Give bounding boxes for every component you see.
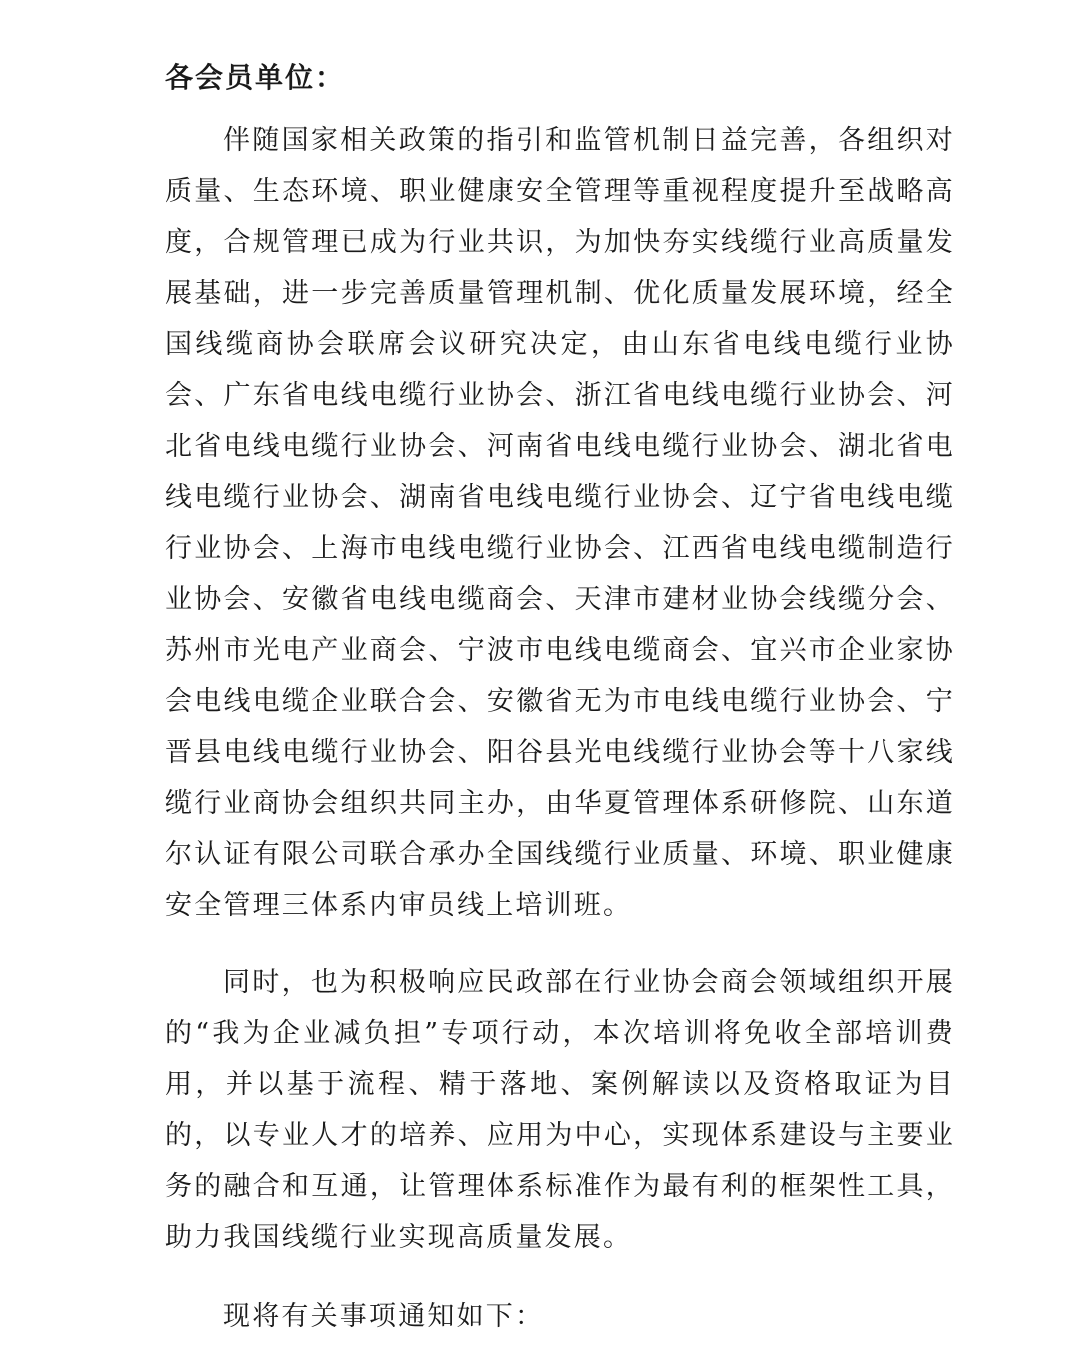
paragraph-background: 伴随国家相关政策的指引和监管机制日益完善，各组织对质量、生态环境、职业健康安全管理等重视程度提升至战略高度，合规管理已成为行业共识，为加快夯实线缆行业高质量发展基础，进一步完善质量管理机制、优化质量发展环境，经全国线缆商协会联席会议研究决定，由山东省电线电缆行业协会、广东省电线电缆行业协会、浙江省电线电缆行业协会、河北省电线电缆行业协会、河南省电线电缆行业协会、湖北省电线电缆行业协会、湖南省电线电缆行业协会、辽宁省电线电缆行业协会、上海市电线电缆行业协会、江西省电线电缆制造行业协会、安徽省电线电缆商会、天津市建材业协会线缆分会、苏州市光电产业商会、宁波市电线电缆商会、宜兴市企业家协会电线电缆企业联合会、安徽省无为市电线电缆行业协会、宁晋县电线电缆行业协会、阳谷县光电线缆行业协会等十八家线缆行业商协会组织共同主办，由华夏管理体系研修院、山东道尔认证有限公司联合承办全国线缆行业质量、环境、职业健康安全管理三体系内审员线上培训班。 bbox=[165, 125, 955, 921]
paragraph-fee-waiver: 同时，也为积极响应民政部在行业协会商会领域组织开展的“我为企业减负担”专项行动，本次培训将免收全部培训费用，并以基于流程、精于落地、案例解读以及资格取证为目的，以专业人才的培养、应用为中心，实现体系建设与主要业务的融合和互通，让管理体系标准作为最有利的框架性工具，助力我国线缆行业实现高质量发展。 bbox=[165, 967, 955, 1253]
paragraph-notice-intro: 现将有关事项通知如下： bbox=[223, 1301, 545, 1332]
salutation: 各会员单位： bbox=[165, 61, 346, 94]
notice-document bbox=[165, 52, 955, 1342]
